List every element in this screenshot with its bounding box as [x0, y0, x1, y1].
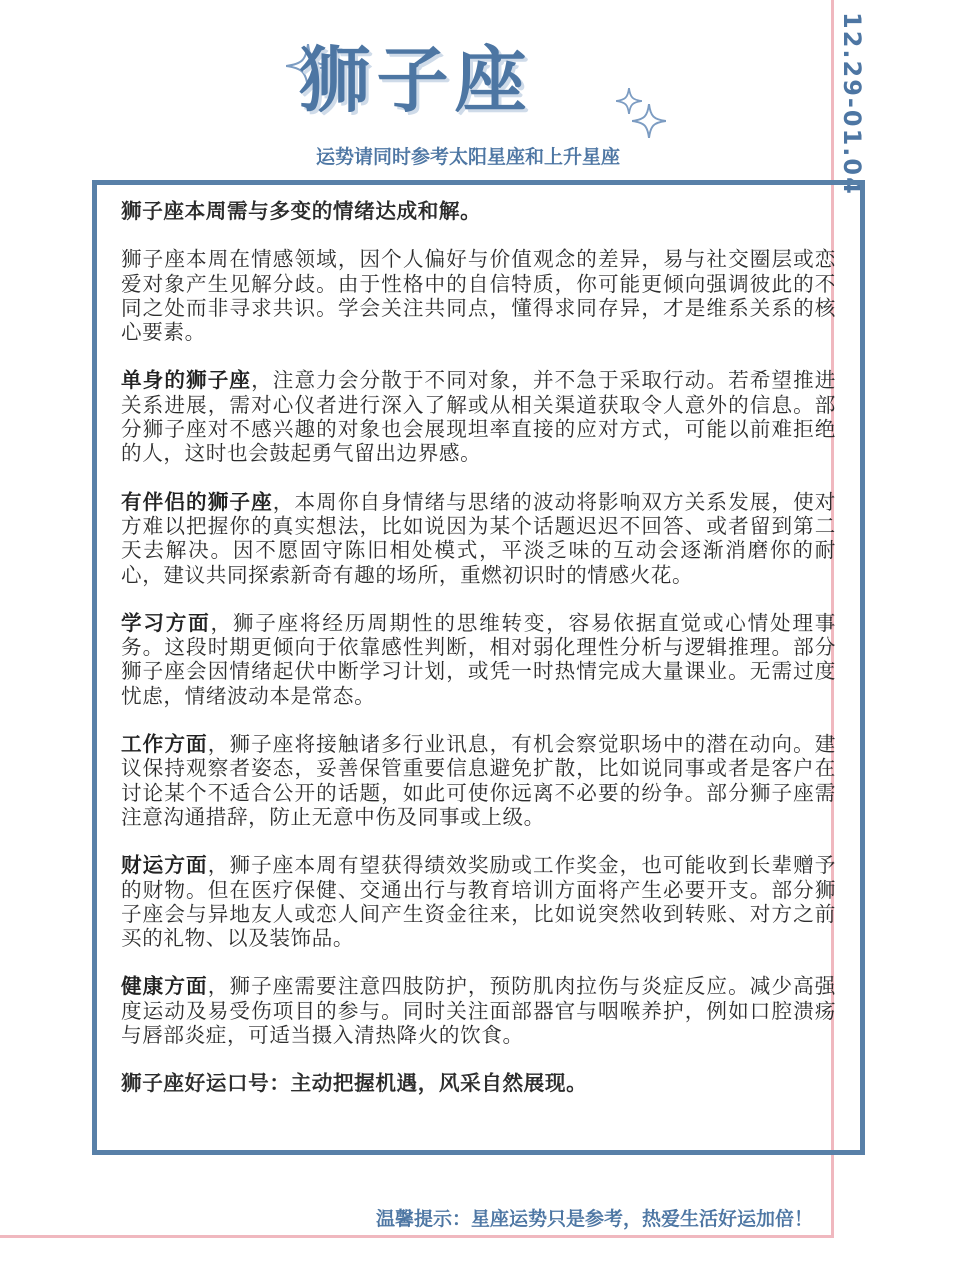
subtitle: 运势请同时参考太阳星座和上升星座: [315, 146, 620, 168]
lucky-slogan: 狮子座好运口号：主动把握机遇，风采自然展现。: [121, 1071, 588, 1096]
section-text: ，狮子座需要注意四肢防护，预防肌肉拉伤与炎症反应。减少高强度运动及易受伤项目的参与。同时关注面部器官与咽喉养护，例如口腔溃疡与唇部炎症，可适当摄入清热降火的饮食。: [121, 974, 836, 1048]
content-box: [92, 180, 865, 1155]
section-work: [121, 732, 836, 829]
section-text: ，狮子座将经历周期性的思维转变，容易依据直觉或心情处理事务。这段时期更倾向于依靠感性判断，相对弱化理性分析与逻辑推理。部分狮子座会因情绪起伏中断学习计划，或凭一时热情完成大量课业。无需过度忧虑，情绪波动本是常态。: [121, 610, 837, 708]
pink-horizontal-line: [0, 1235, 834, 1238]
section-health: [121, 974, 836, 1047]
section-text: ，狮子座本周有望获得绩效奖励或工作奖金，也可能收到长辈赠予的财物。但在医疗保健、交通出行与教育培训方面将产生必要开支。部分狮子座会与异地友人或恋人间产生资金往来，比如说突然收到转账、对方之前买的礼物、以及装饰品。: [121, 853, 836, 951]
section-wealth: [121, 853, 836, 950]
intro-paragraph: 狮子座本周在情感领域，因个人偏好与价值观念的差异，易与社交圈层或恋爱对象产生见解分歧。由于性格中的自信特质，你可能更倾向强调彼此的不同之处而非寻求共识。学会关注共同点，懂得求同存异，才是维系关系的核心要素。: [121, 247, 836, 345]
section-label: 健康方面: [121, 974, 208, 999]
section-label: 财运方面: [121, 853, 208, 878]
section-label: 学习方面: [121, 610, 211, 635]
headline: 狮子座本周需与多变的情绪达成和解。: [121, 199, 482, 223]
section-label: 有伴侣的狮子座: [121, 489, 273, 514]
section-partnered: [121, 490, 836, 587]
section-label: 单身的狮子座: [121, 368, 252, 393]
section-label: 工作方面: [121, 732, 208, 757]
section-text: ，狮子座将接触诸多行业讯息，有机会察觉职场中的潜在动向。建议保持观察者姿态，妥善保管重要信息避免扩散，比如说同事或者是客户在讨论某个不适合公开的话题，如此可使你远离不必要的纷争。部分狮子座需注意沟通措辞，防止无意中伤及同事或上级。: [121, 732, 836, 829]
section-text: ，本周你自身情绪与思绪的波动将影响双方关系发展，使对方难以把握你的真实想法，比如说因为某个话题迟迟不回答、或者留到第二天去解决。因不愿固守陈旧相处模式，平淡乏味的互动会逐渐消磨你的耐心，建议共同探索新奇有趣的场所，重燃初识时的情感火花。: [121, 489, 836, 587]
section-single: [121, 368, 836, 465]
section-study: [121, 611, 836, 708]
footer-tip: 温馨提示：星座运势只是参考，热爱生活好运加倍！: [375, 1208, 813, 1230]
section-text: ，注意力会分散于不同对象，并不急于采取行动。若希望推进关系进展，需对心仪者进行深入了解或从相关渠道获取令人意外的信息。部分狮子座对不感兴趣的对象也会展现坦率直接的应对方式，可能以前难拒绝的人，这时也会鼓起勇气留出边界感。: [121, 368, 836, 466]
date-range: 12.29-01.04: [838, 12, 866, 196]
page-title: 狮子座: [298, 38, 533, 122]
